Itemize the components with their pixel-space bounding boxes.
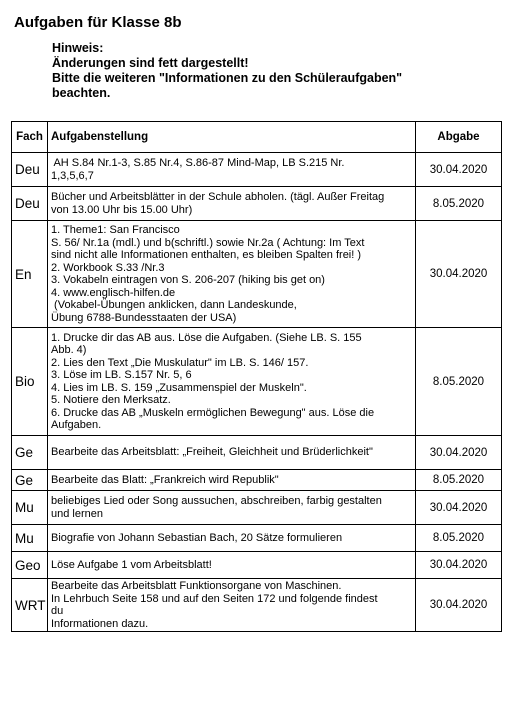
task-cell xyxy=(48,552,416,579)
task-line: 3. Löse im LB. S.157 Nr. 5, 6 xyxy=(51,369,192,381)
task-cell xyxy=(48,153,416,187)
page-title: Aufgaben für Klasse 8b xyxy=(14,14,182,31)
table-row xyxy=(12,187,502,221)
task-line: 1. Drucke dir das AB aus. Löse die Aufgaben. (Siehe LB. S. 155 xyxy=(51,331,362,344)
table-row xyxy=(12,221,502,328)
task-line: 3. Vokabeln eintragen von S. 206-207 (hiking bis get on) xyxy=(51,274,325,286)
due-date-cell: 30.04.2020 xyxy=(416,436,502,470)
task-line: Löse Aufgabe 1 vom Arbeitsblatt! xyxy=(51,558,212,571)
task-line: Bearbeite das Arbeitsblatt Funktionsorgane von Maschinen. xyxy=(51,580,342,592)
task-line: 2. Workbook S.33 /Nr.3 xyxy=(51,261,165,274)
subject-cell: En xyxy=(12,221,48,328)
table-row xyxy=(12,470,502,491)
task-line: 5. Notiere den Merksatz. xyxy=(51,394,171,406)
task-line: Biografie von Johann Sebastian Bach, 20 Sätze formulieren xyxy=(51,531,343,544)
subject-cell: Mu xyxy=(12,525,48,552)
subject-cell: Bio xyxy=(12,328,48,436)
task-line: In Lehrbuch Seite 158 und auf den Seiten 172 und folgende findest xyxy=(51,592,378,605)
task-cell xyxy=(48,470,416,491)
task-line: Bearbeite das Blatt: „Frankreich wird Republik" xyxy=(51,473,279,486)
task-line: du xyxy=(51,605,64,617)
task-line: 1. Theme1: San Francisco xyxy=(51,224,180,236)
notice-block xyxy=(52,41,492,101)
task-line: sind nicht alle Informationen enthalten, es bleiben Spalten frei! ) xyxy=(51,249,362,261)
task-cell xyxy=(48,525,416,552)
column-header-task: Aufgabenstellung xyxy=(48,122,416,153)
table-row xyxy=(12,491,502,525)
table-row xyxy=(12,525,502,552)
subject-cell: Deu xyxy=(12,153,48,187)
notice-changes-line: Änderungen sind fett dargestellt! xyxy=(52,56,249,70)
task-line: von 13.00 Uhr bis 15.00 Uhr) xyxy=(51,203,193,216)
task-line: 6. Drucke das AB „Muskeln ermöglichen Bewegung" aus. Löse die xyxy=(51,406,375,419)
notice-info-line-cont: beachten. xyxy=(52,86,111,100)
task-line: und lernen xyxy=(51,507,103,520)
subject-cell: Mu xyxy=(12,491,48,525)
table-header-row xyxy=(12,122,502,153)
assignments-table xyxy=(11,121,502,632)
table-row xyxy=(12,579,502,632)
task-line: Bücher und Arbeitsblätter in der Schule abholen. (tägl. Außer Freitag xyxy=(51,191,385,203)
notice-heading: Hinweis: xyxy=(52,41,104,55)
subject-cell: Ge xyxy=(12,470,48,491)
task-cell xyxy=(48,579,416,632)
task-line: 4. Lies im LB. S. 159 „Zusammenspiel der Muskeln". xyxy=(51,381,307,394)
task-line: (Vokabel-Übungen anklicken, dann Landeskunde, xyxy=(51,299,297,311)
task-cell xyxy=(48,436,416,470)
due-date-cell: 8.05.2020 xyxy=(416,187,502,221)
task-line: 2. Lies den Text „Die Muskulatur" im LB. S. 146/ 157. xyxy=(51,356,309,369)
due-date-cell: 30.04.2020 xyxy=(416,221,502,328)
task-line: Aufgaben. xyxy=(51,419,102,431)
table-row xyxy=(12,436,502,470)
due-date-cell: 30.04.2020 xyxy=(416,491,502,525)
table-row xyxy=(12,552,502,579)
task-line: AH S.84 Nr.1-3, S.85 Nr.4, S.86-87 Mind-Map, LB S.215 Nr. xyxy=(51,157,345,169)
task-cell xyxy=(48,221,416,328)
task-cell xyxy=(48,187,416,221)
task-line: Übung 6788-Bundesstaaten der USA) xyxy=(51,311,237,324)
task-line: 4. www.englisch-hilfen.de xyxy=(51,286,176,299)
table-row xyxy=(12,328,502,436)
subject-cell: Geo xyxy=(12,552,48,579)
column-header-due: Abgabe xyxy=(416,122,502,153)
task-line: Informationen dazu. xyxy=(51,617,149,630)
task-cell xyxy=(48,328,416,436)
column-header-subject: Fach xyxy=(12,122,48,153)
task-cell xyxy=(48,491,416,525)
notice-info-line: Bitte die weiteren "Informationen zu den Schüleraufgaben" xyxy=(52,71,403,85)
task-line: 1,3,5,6,7 xyxy=(51,169,94,182)
subject-cell: Ge xyxy=(12,436,48,470)
subject-cell: Deu xyxy=(12,187,48,221)
due-date-cell: 8.05.2020 xyxy=(416,525,502,552)
task-line: Bearbeite das Arbeitsblatt: „Freiheit, Gleichheit und Brüderlichkeit" xyxy=(51,446,373,459)
due-date-cell: 30.04.2020 xyxy=(416,579,502,632)
due-date-cell: 30.04.2020 xyxy=(416,153,502,187)
subject-cell: WRT xyxy=(12,579,48,632)
due-date-cell: 8.05.2020 xyxy=(416,470,502,491)
due-date-cell: 8.05.2020 xyxy=(416,328,502,436)
task-line: S. 56/ Nr.1a (mdl.) und b(schriftl.) sowie Nr.2a ( Achtung: Im Text xyxy=(51,236,365,249)
task-line: Abb. 4) xyxy=(51,344,87,356)
due-date-cell: 30.04.2020 xyxy=(416,552,502,579)
task-line: beliebiges Lied oder Song aussuchen, abschreiben, farbig gestalten xyxy=(51,495,382,507)
table-row xyxy=(12,153,502,187)
